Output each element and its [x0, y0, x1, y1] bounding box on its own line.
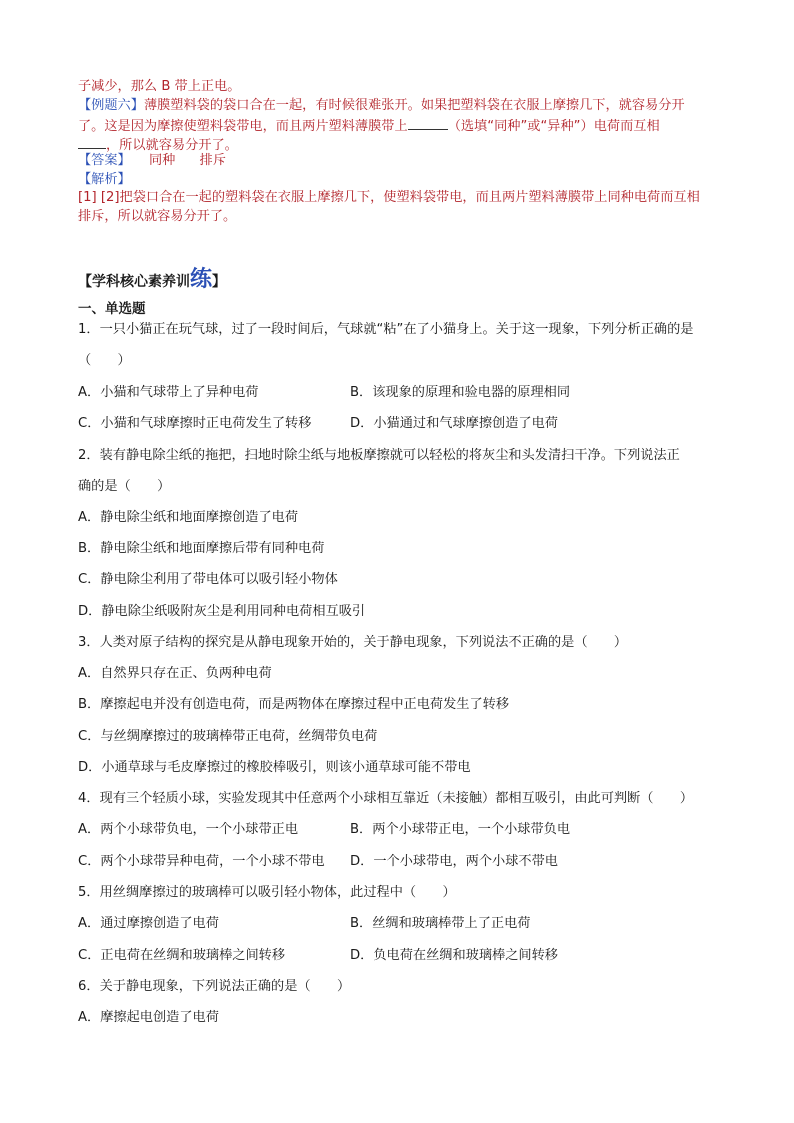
question-3-option-a: A．自然界只存在正、负两种电荷 — [78, 666, 272, 681]
analysis-tag: 【解析】 — [78, 172, 131, 187]
question-2-option-c: C．静电除尘利用了带电体可以吸引轻小物体 — [78, 572, 338, 587]
question-1-option-c: C．小猫和气球摩擦时正电荷发生了转移 — [78, 416, 312, 431]
fill-blank-2 — [78, 134, 106, 149]
question-6-option-a: A．摩擦起电创造了电荷 — [78, 1010, 219, 1025]
question-5-option-d: D．负电荷在丝绸和玻璃棒之间转移 — [350, 948, 558, 963]
example-stem-3: ，所以就容易分开了。 — [106, 138, 238, 153]
answer-line — [78, 151, 226, 171]
question-4-option-b: B．两个小球带正电，一个小球带负电 — [350, 822, 571, 837]
example-stem-line-1 — [78, 96, 685, 116]
question-5-option-b: B．丝绸和玻璃棒带上了正电荷 — [350, 916, 531, 931]
question-4-stem: 4．现有三个轻质小球，实验发现其中任意两个小球相互靠近（未接触）都相互吸引，由此可判断（ ） — [78, 791, 694, 806]
section-subtitle: 一、单选题 — [78, 301, 146, 317]
question-3-stem: 3．人类对原子结构的探究是从静电现象开始的，关于静电现象，下列说法不正确的是（ ） — [78, 635, 628, 650]
question-1-stem: 1．一只小猫正在玩气球，过了一段时间后，气球就“粘”在了小猫身上。关于这一现象，下列分析正确的是 — [78, 322, 694, 337]
analysis-line-1: [1] [2]把袋口合在一起的塑料袋在衣服上摩擦几下，使塑料袋带电，而且两片塑料薄膜带上同种电荷而互相 — [78, 190, 700, 205]
question-2-option-a: A．静电除尘纸和地面摩擦创造了电荷 — [78, 510, 299, 525]
question-2-option-b: B．静电除尘纸和地面摩擦后带有同种电荷 — [78, 541, 325, 556]
question-1-stem-cont: （ ） — [78, 353, 131, 368]
question-2-stem: 2．装有静电除尘纸的拖把，扫地时除尘纸与地板摩擦就可以轻松的将灰尘和头发清扫干净。下列说法正 — [78, 448, 680, 463]
analysis-line-2: 排斥，所以就容易分开了。 — [78, 209, 237, 224]
fill-blank-1 — [408, 115, 448, 130]
question-2-option-d: D．静电除尘纸吸附灰尘是利用同种电荷相互吸引 — [78, 604, 366, 619]
question-3-option-c: C．与丝绸摩擦过的玻璃棒带正电荷，丝绸带负电荷 — [78, 729, 378, 744]
example-stem-2b: （选填“同种”或“异种”）电荷而互相 — [447, 119, 660, 134]
question-5-option-c: C．正电荷在丝绸和玻璃棒之间转移 — [78, 948, 286, 963]
example-stem-1: 薄膜塑料袋的袋口合在一起，有时候很难张开。如果把塑料袋在衣服上摩擦几下，就容易分开 — [143, 98, 685, 113]
question-1-option-b: B．该现象的原理和验电器的原理相同 — [350, 385, 571, 400]
question-1-option-a: A．小猫和气球带上了异种电荷 — [78, 385, 259, 400]
answer-1: 同种 — [148, 153, 176, 168]
question-4-option-d: D．一个小球带电，两个小球不带电 — [350, 854, 558, 869]
question-4-option-a: A．两个小球带负电，一个小球带正电 — [78, 822, 299, 837]
question-1-option-d: D．小猫通过和气球摩擦创造了电荷 — [350, 416, 558, 431]
example-stem-2a: 了。这是因为摩擦使塑料袋带电，而且两片塑料薄膜带上 — [78, 119, 408, 134]
answer-2: 排斥 — [199, 153, 226, 168]
question-5-stem: 5．用丝绸摩擦过的玻璃棒可以吸引轻小物体，此过程中（ ） — [78, 885, 456, 900]
prev-answer-tail: 子减少，那么 B 带上正电。 — [78, 79, 241, 94]
answer-tag: 【答案】 — [78, 153, 131, 168]
section-title-big-char: 练 — [190, 267, 213, 292]
question-6-stem: 6．关于静电现象，下列说法正确的是（ ） — [78, 979, 351, 994]
question-5-option-a: A．通过摩擦创造了电荷 — [78, 916, 219, 931]
question-3-option-b: B．摩擦起电并没有创造电荷，而是两物体在摩擦过程中正电荷发生了转移 — [78, 697, 510, 712]
example-tag: 【例题六】 — [78, 98, 144, 113]
question-4-option-c: C．两个小球带异种电荷，一个小球不带电 — [78, 854, 325, 869]
question-3-option-d: D．小通草球与毛皮摩擦过的橡胶棒吸引，则该小通草球可能不带电 — [78, 760, 471, 775]
section-title: 【学科核心素养训练】 — [78, 267, 227, 292]
question-2-stem-cont: 确的是（ ） — [78, 479, 171, 494]
